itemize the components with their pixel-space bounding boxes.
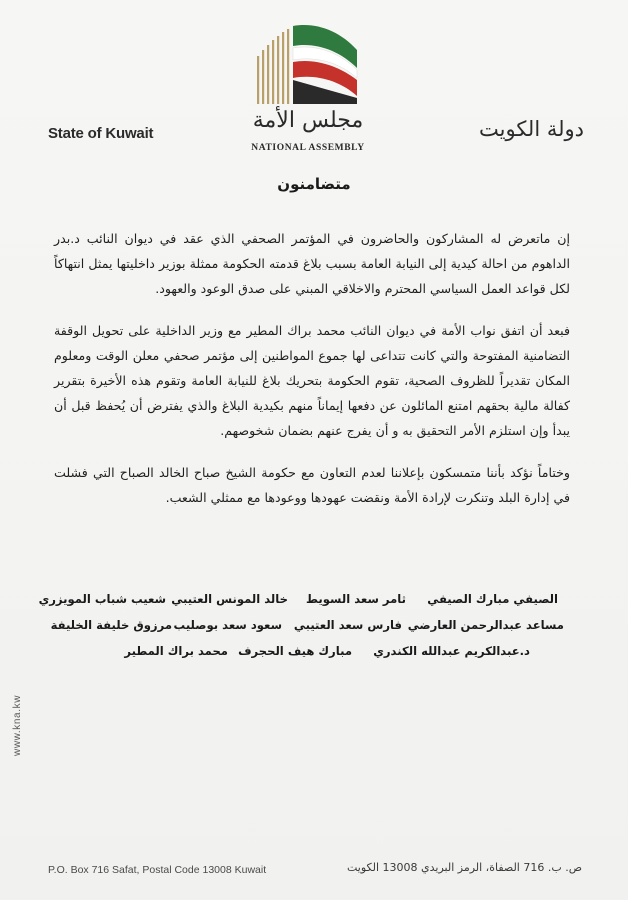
footer-address-ar: ص. ب. 716 الصفاة، الرمز البريدي 13008 الكويت (346, 861, 582, 874)
footer-address-en: P.O. Box 716 Safat, Postal Code 13008 Kuwait (48, 864, 267, 876)
state-of-kuwait-ar: دولة الكويت (479, 117, 584, 141)
logo-english-text: NATIONAL ASSEMBLY (251, 143, 365, 153)
website-url (12, 695, 23, 756)
signatories-row (38, 592, 564, 618)
signatory-name: د.عبدالكريم عبدالله الكندري (373, 644, 530, 658)
signatory-name: سعود سعد بوصليب (173, 618, 282, 632)
signatories-list (38, 592, 564, 670)
signatory-name: ثامر سعد السويط (306, 592, 406, 606)
signatory-name: شعيب شباب المويزري (38, 592, 166, 606)
assembly-emblem-icon (253, 16, 363, 108)
document-title: متضامنون (277, 175, 351, 193)
signatories-row (44, 618, 564, 644)
signatory-name: خالد المونس العتيبي (171, 592, 288, 606)
signatory-name: مبارك هيف الحجرف (238, 644, 352, 658)
paragraph-2: فبعد أن اتفق نواب الأمة في ديوان النائب محمد براك المطير مع وزير الداخلية على تحويل الوقفة التضامنية المفتوحة والتي كانت تتداعى لها جموع المواطنين إلى مؤتمر صحفي معلن الوقت ومعلوم المكان تقديراً للظروف الصحية، تقوم الحكومة بتحريك بلاغ للنيابة العامة وتقوم هذه الأخيرة بتقرير كفالة مالية بحقهم امتنع المائلون عن دفعها إيماناً منهم بكيدية البلاغ والذي يفترض أن يُحفظ قبل أن يبدأ وإن استلزم الأمر التحقيق به و أن يفرج عنهم بضمان شخوصهم. (54, 323, 570, 438)
national-assembly-logo (243, 16, 373, 156)
signatory-name: مرزوق خليفة الخليفة (50, 618, 172, 632)
signatory-name: محمد براك المطير (124, 644, 228, 658)
logo-arabic-text: مجلس الأمة (252, 108, 364, 133)
signatory-name: الصيفي مبارك الصيفي (427, 592, 558, 606)
signatories-row (44, 644, 564, 670)
state-of-kuwait-en: State of Kuwait (48, 125, 154, 142)
signatory-name: مساعد عبدالرحمن العارضي (407, 618, 564, 632)
signatory-name: فارس سعد العتيبي (293, 618, 402, 632)
paragraph-3: وختاماً نؤكد بأننا متمسكون بإعلاننا لعدم التعاون مع حكومة الشيخ صباح الخالد الصباح التي فشلت في إدارة البلد وتنكرت لإرادة الأمة ونقضت عهودها ووعودها مع ممثلي الشعب. (54, 465, 570, 505)
document-body (54, 226, 570, 527)
paragraph-1: إن ماتعرض له المشاركون والحاضرون في المؤتمر الصحفي الذي عقد في ديوان النائب د.بدر الداهوم من احالة كيدية إلى النيابة العامة بسبب بلاغ قدمته الحكومة ممثلة بوزير داخليتها يمثل انتهاكاً لكل قواعد العمل السياسي المحترم والاخلاقي المبني على صدق الوعود والعهود. (54, 231, 570, 296)
website-url-text: www.kna.kw (12, 694, 23, 756)
